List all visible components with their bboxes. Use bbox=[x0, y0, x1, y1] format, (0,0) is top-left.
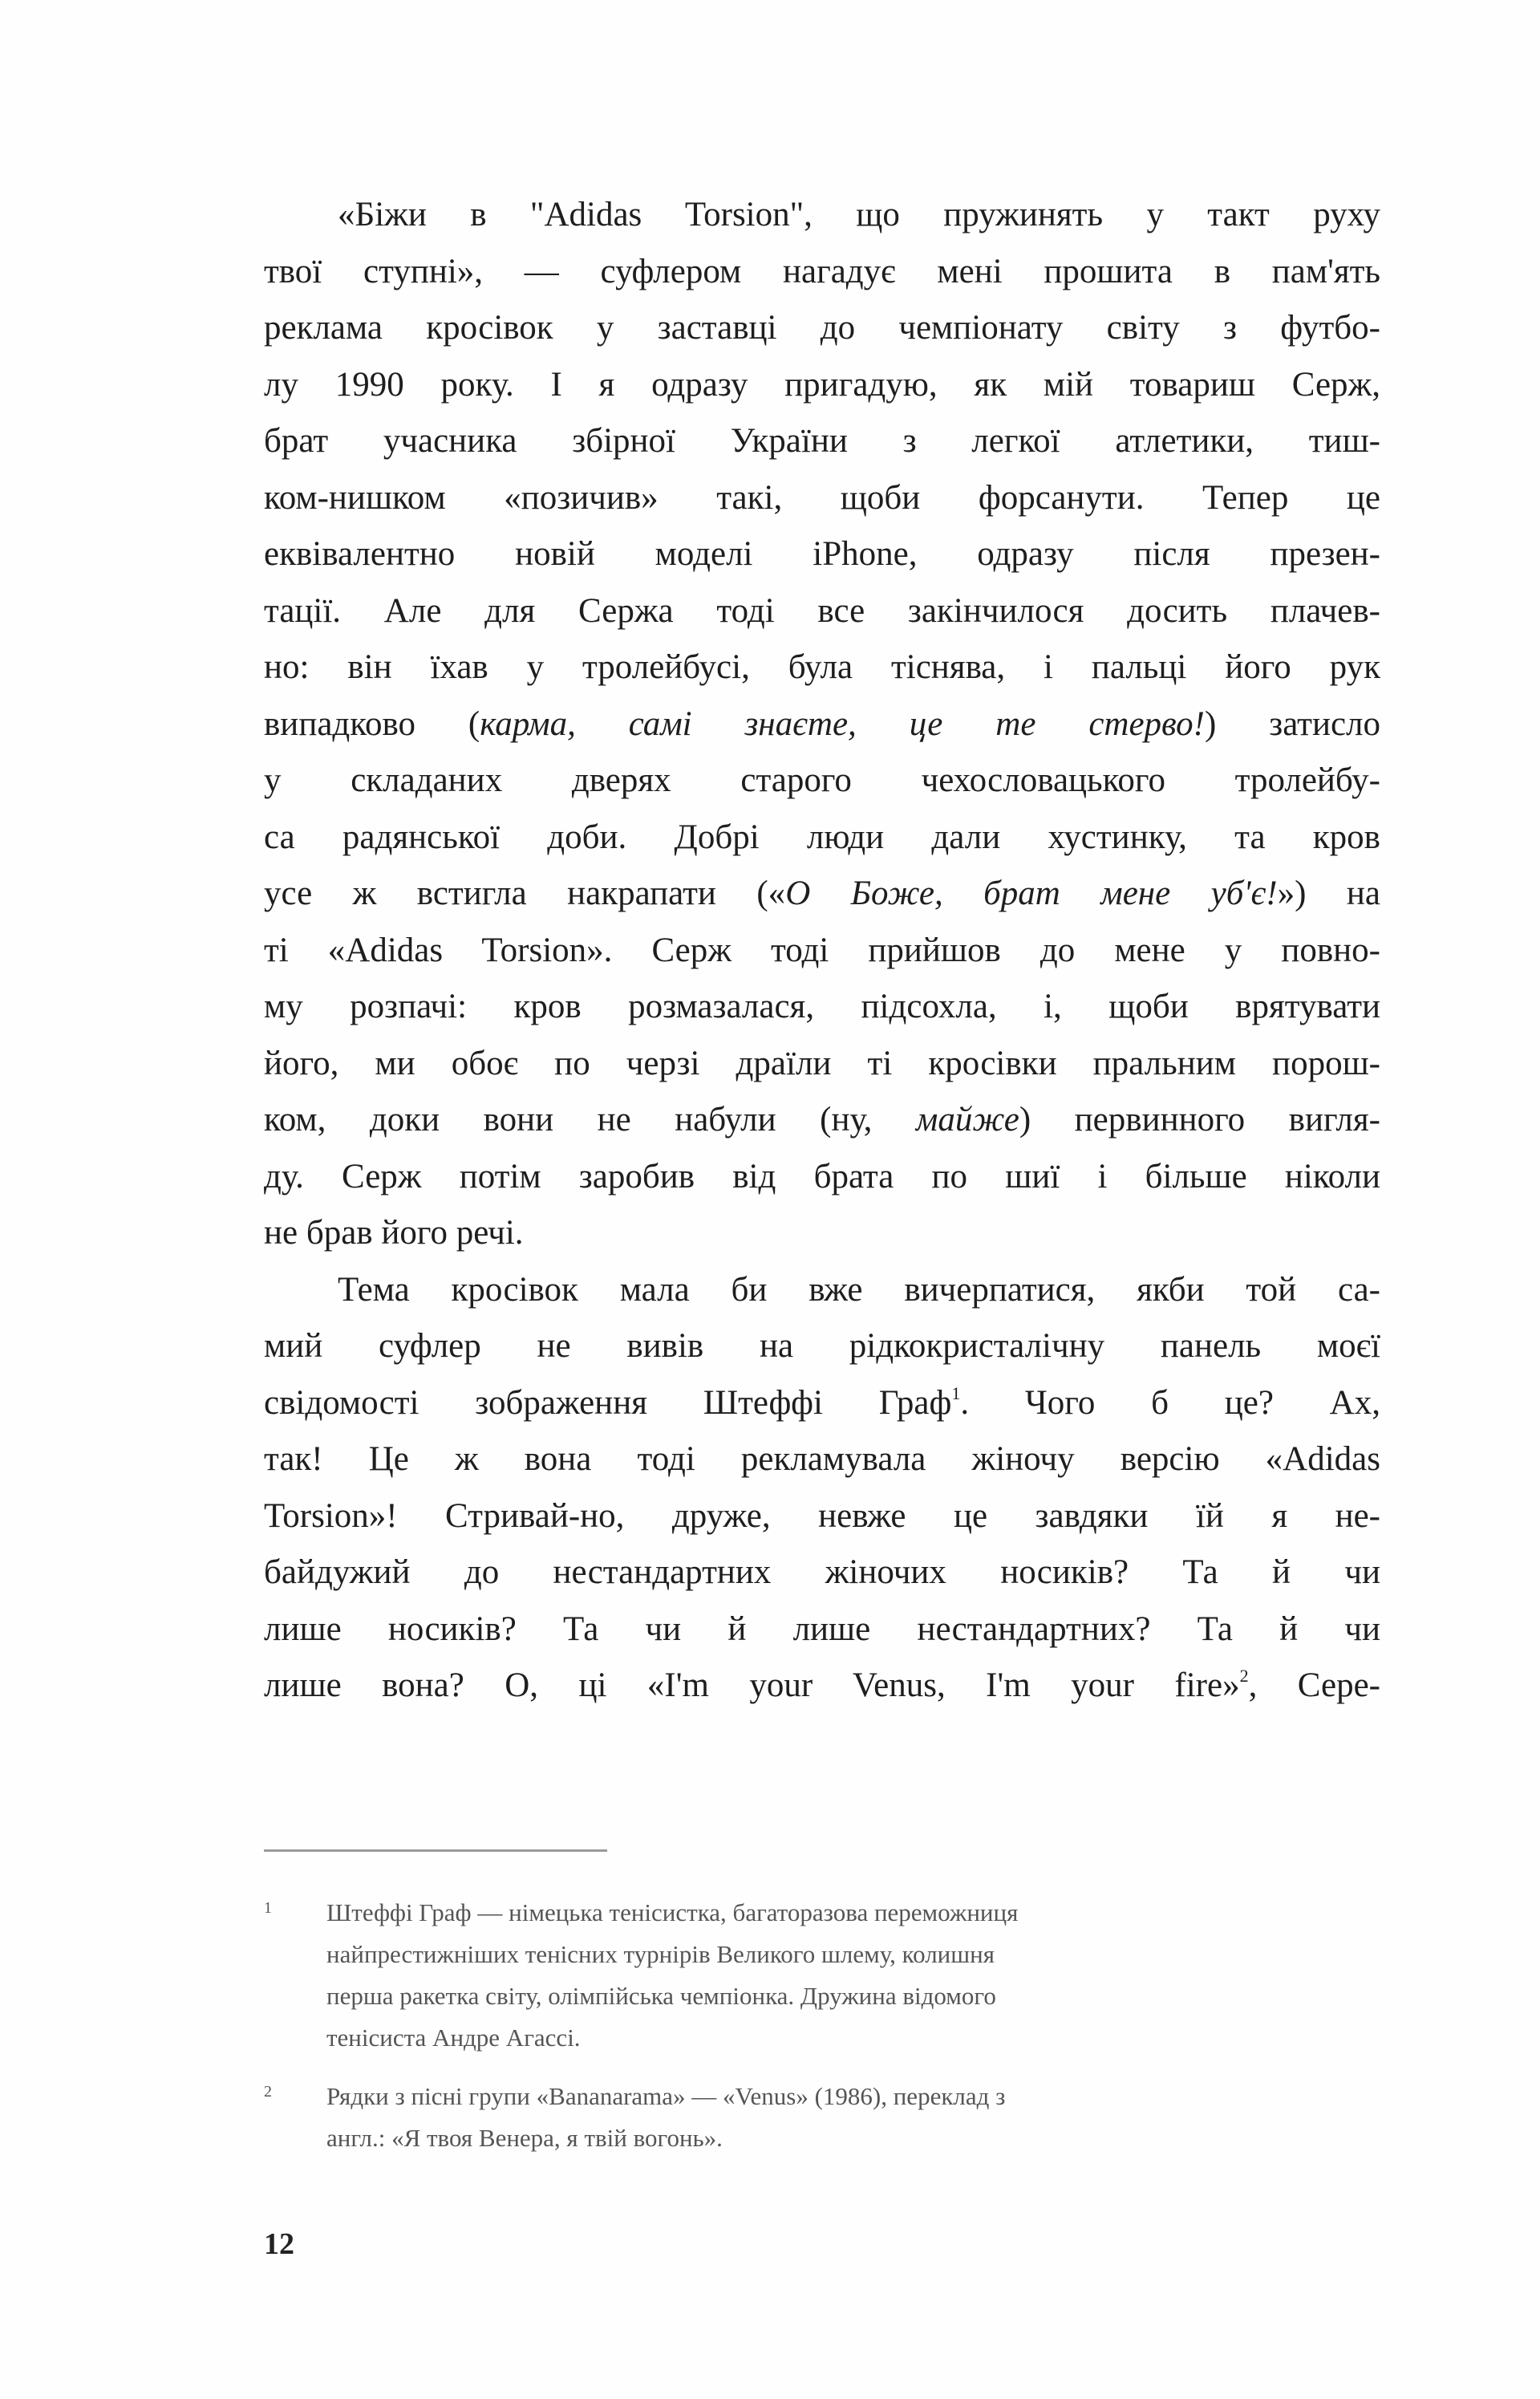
text-segment: його, ми обоє по черзі драїли ті кросівки пральним порош- bbox=[264, 1044, 1380, 1082]
text-segment: не брав його речі. bbox=[264, 1214, 524, 1252]
footnote-line: Рядки з пісні групи «Bananarama» — «Venus» (1986), переклад з bbox=[326, 2082, 1006, 2110]
text-segment: са радянської доби. Добрі люди дали хустинку, та кров bbox=[264, 818, 1380, 856]
text-segment: мий суфлер не вивів на рідкокристалічну панель моєї bbox=[264, 1327, 1380, 1365]
text-segment: у складаних дверях старого чехословацького тролейбу- bbox=[264, 761, 1380, 799]
text-line bbox=[264, 470, 1380, 527]
text-line bbox=[264, 244, 1380, 301]
text-segment: Torsion»! Стривай-но, друже, невже це завдяки їй я не- bbox=[264, 1496, 1380, 1535]
footnotes bbox=[264, 1892, 1380, 2176]
text-segment: Тема кросівок мала би вже вичерпатися, якби той са- bbox=[338, 1270, 1380, 1309]
italic-text: О Боже, брат мене уб'є! bbox=[785, 875, 1278, 912]
text-segment: ті «Adidas Torsion». Серж тоді прийшов до мене у повно- bbox=[264, 931, 1380, 969]
text-line bbox=[264, 923, 1380, 980]
text-line bbox=[264, 1658, 1380, 1715]
italic-text: карма, самі знаєте, це те стерво! bbox=[480, 704, 1205, 743]
text-line bbox=[264, 300, 1380, 357]
text-segment: свідомості зображення Штеффі Граф bbox=[264, 1383, 952, 1422]
footnote-number: 1 bbox=[264, 1899, 272, 1917]
text-segment: так! Це ж вона тоді рекламувала жіночу версію «Adidas bbox=[264, 1440, 1380, 1478]
text-line bbox=[264, 639, 1380, 696]
footnote-line: Штеффі Граф — німецька тенісистка, багаторазова переможниця bbox=[326, 1898, 1019, 1926]
text-segment: ») на bbox=[1277, 875, 1380, 912]
text-segment: ком-нишком «позичив» такі, щоби форсанути. Тепер це bbox=[264, 478, 1380, 517]
text-segment: байдужий до нестандартних жіночих носиків? Та й чи bbox=[264, 1553, 1380, 1591]
text-segment: реклама кросівок у заставці до чемпіонату світу з футбо- bbox=[264, 309, 1380, 347]
text-line bbox=[264, 357, 1380, 414]
footnote bbox=[264, 1892, 1380, 2059]
text-segment: еквівалентно новій моделі iPhone, одразу після презен- bbox=[264, 535, 1380, 573]
text-line bbox=[264, 1545, 1380, 1601]
text-line bbox=[264, 1205, 1380, 1262]
text-line bbox=[264, 866, 1380, 923]
text-segment: ком, доки вони не набули (ну, bbox=[264, 1101, 916, 1139]
text-line bbox=[264, 413, 1380, 470]
text-line bbox=[264, 810, 1380, 867]
footnote-number: 2 bbox=[264, 2083, 272, 2101]
text-line bbox=[264, 979, 1380, 1036]
text-segment: , Сере- bbox=[1248, 1666, 1380, 1704]
footnote-line: найпрестижніших тенісних турнірів Великого шлему, колишня bbox=[326, 1940, 995, 1968]
text-segment: «Біжи в "Adidas Torsion", що пружинять у такт руху bbox=[338, 196, 1380, 233]
text-line bbox=[264, 1431, 1380, 1488]
main-text bbox=[264, 187, 1380, 1715]
footnote-divider bbox=[264, 1849, 607, 1852]
text-line bbox=[264, 753, 1380, 810]
text-line bbox=[264, 1375, 1380, 1432]
footnote-line: англ.: «Я твоя Венера, я твій вогонь». bbox=[326, 2124, 723, 2152]
text-segment: ) затисло bbox=[1204, 704, 1381, 743]
text-segment: брат учасника збірної України з легкої атлетики, тиш- bbox=[264, 422, 1380, 460]
text-segment: ду. Серж потім заробив від брата по шиї і більше ніколи bbox=[264, 1157, 1380, 1195]
text-line bbox=[264, 187, 1380, 244]
text-line bbox=[264, 1262, 1380, 1319]
text-segment: усе ж встигла накрапати (« bbox=[264, 875, 786, 912]
text-segment: лу 1990 року. І я одразу пригадую, як мій товариш Серж, bbox=[264, 365, 1380, 404]
text-segment: лише носиків? Та чи й лише нестандартних? Та й чи bbox=[264, 1609, 1380, 1648]
footnote bbox=[264, 2076, 1380, 2159]
footnote-line: тенісиста Андре Агассі. bbox=[326, 2024, 581, 2052]
text-segment: . Чого б це? Ах, bbox=[960, 1383, 1380, 1422]
italic-text: майже bbox=[915, 1101, 1019, 1139]
text-line bbox=[264, 696, 1380, 753]
text-segment: лише вона? О, ці «I'm your Venus, I'm your fire» bbox=[264, 1666, 1240, 1704]
footnote-line: перша ракетка світу, олімпійська чемпіонка. Дружина відомого bbox=[326, 1982, 996, 2010]
text-line bbox=[264, 526, 1380, 583]
text-segment: му розпачі: кров розмазалася, підсохла, і, щоби врятувати bbox=[264, 988, 1380, 1025]
text-segment: тації. Але для Сержа тоді все закінчилося досить плачев- bbox=[264, 591, 1380, 630]
text-segment: випадково ( bbox=[264, 704, 480, 743]
text-line bbox=[264, 1318, 1380, 1375]
text-segment: но: він їхав у тролейбусі, була тіснява, і пальці його рук bbox=[264, 648, 1380, 686]
footnote-ref: 2 bbox=[1239, 1666, 1249, 1686]
text-segment: ) первинного вигля- bbox=[1019, 1101, 1380, 1139]
text-segment: твої ступні», — суфлером нагадує мені прошита в пам'ять bbox=[264, 252, 1380, 290]
text-line bbox=[264, 1488, 1380, 1545]
text-line bbox=[264, 1036, 1380, 1093]
text-line bbox=[264, 583, 1380, 640]
text-line bbox=[264, 1601, 1380, 1658]
page-number: 12 bbox=[264, 2227, 294, 2261]
text-line bbox=[264, 1092, 1380, 1149]
footnote-ref: 1 bbox=[951, 1382, 961, 1403]
text-line bbox=[264, 1149, 1380, 1206]
